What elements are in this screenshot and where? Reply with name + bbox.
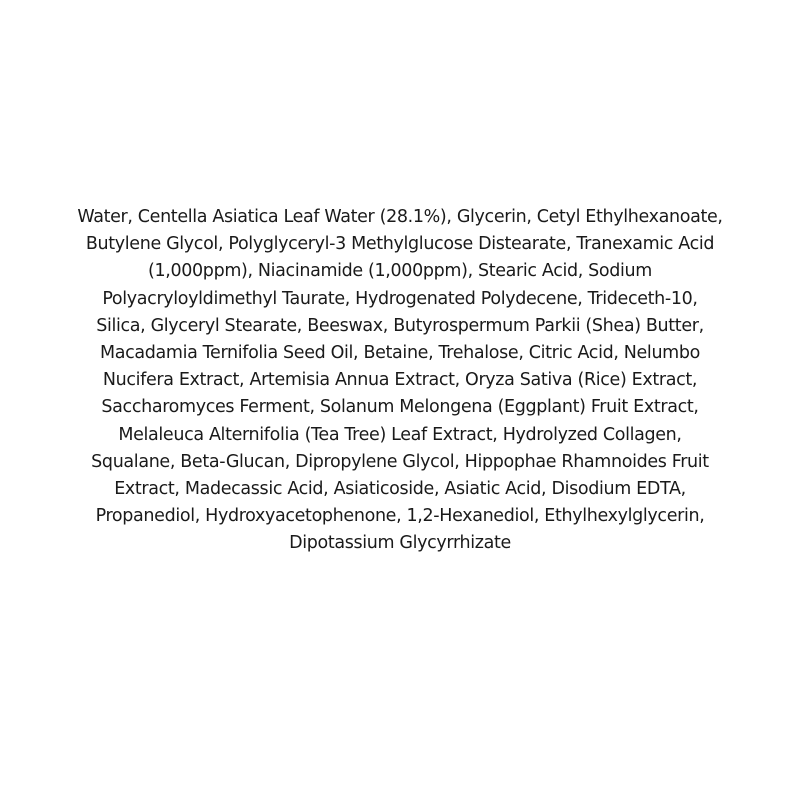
ingredients-line: Melaleuca Alternifolia (Tea Tree) Leaf Extract, Hydrolyzed Collagen, [118, 424, 682, 445]
ingredients-line: (1,000ppm), Niacinamide (1,000ppm), Stearic Acid, Sodium [147, 261, 653, 282]
ingredients-list [30, 204, 770, 558]
ingredients-line: Macadamia Ternifolia Seed Oil, Betaine, Trehalose, Citric Acid, Nelumbo [99, 343, 700, 364]
ingredients-line: Dipotassium Glycyrrhizate [289, 533, 511, 554]
ingredients-line: Squalane, Beta-Glucan, Dipropylene Glycol, Hippophae Rhamnoides Fruit [91, 451, 709, 472]
ingredients-line: Silica, Glyceryl Stearate, Beeswax, Butyrospermum Parkii (Shea) Butter, [96, 315, 704, 336]
ingredients-line: Water, Centella Asiatica Leaf Water (28.1%), Glycerin, Cetyl Ethylhexanoate, [77, 207, 723, 227]
ingredients-line: Propanediol, Hydroxyacetophenone, 1,2-Hexanediol, Ethylhexylglycerin, [95, 506, 705, 527]
ingredients-line: Extract, Madecassic Acid, Asiaticoside, Asiatic Acid, Disodium EDTA, [114, 479, 686, 500]
ingredients-line: Nucifera Extract, Artemisia Annua Extract, Oryza Sativa (Rice) Extract, [102, 370, 698, 391]
ingredients-line: Polyacryloyldimethyl Taurate, Hydrogenated Polydecene, Trideceth-10, [102, 288, 698, 309]
ingredients-line: Saccharomyces Ferment, Solanum Melongena (Eggplant) Fruit Extract, [101, 397, 699, 418]
ingredients-line: Butylene Glycol, Polyglyceryl-3 Methylglucose Distearate, Tranexamic Acid [85, 234, 715, 255]
